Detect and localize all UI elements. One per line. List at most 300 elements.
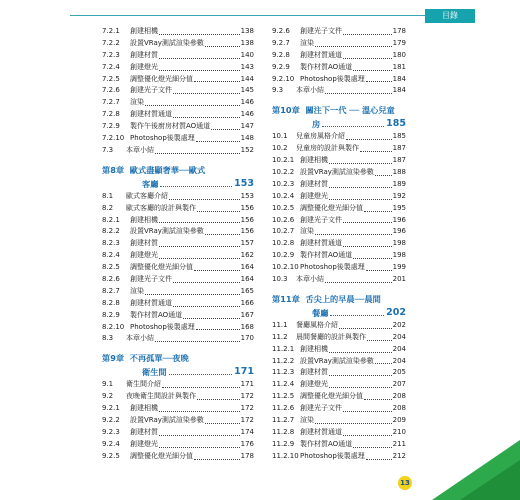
toc-entry-title: 創建燈光 (130, 62, 158, 71)
toc-entry-title: 創建燈光 (300, 191, 328, 200)
toc-entry-title: 晨間餐廳的設計與製作 (296, 332, 366, 341)
toc-entry-title: 製作材質AO通道 (300, 251, 353, 260)
toc-entry[interactable] (102, 322, 254, 334)
toc-entry-title: 創建材質通道 (300, 239, 342, 248)
toc-entry-page: 176 (240, 439, 254, 448)
toc-entry-title: 創建材質通道 (300, 50, 342, 59)
toc-entry[interactable] (272, 143, 406, 155)
toc-entry-number: 7.3 (102, 145, 114, 154)
header-rule (70, 15, 425, 16)
toc-entry-page: 174 (240, 427, 254, 436)
toc-entry-page: 199 (392, 263, 406, 272)
toc-entry-page: 172 (240, 404, 254, 413)
toc-entry[interactable] (272, 250, 406, 262)
dot-leader (159, 62, 240, 71)
toc-entry-title: 創建材質通道 (130, 298, 172, 307)
dot-leader (211, 121, 239, 130)
toc-entry[interactable] (272, 179, 406, 191)
toc-entry[interactable] (102, 133, 254, 145)
toc-entry-number: 10.2.7 (272, 227, 295, 236)
toc-entry-title: 創建光子文件 (300, 404, 342, 413)
dot-leader (325, 274, 392, 283)
toc-entry-title: 本章小結 (126, 334, 154, 343)
toc-entry-page: 165 (240, 286, 254, 295)
toc-entry[interactable] (102, 274, 254, 286)
toc-entry-number: 9.2.2 (102, 416, 120, 425)
toc-entry-title: Photoshop後製處理 (300, 263, 365, 272)
dot-leader (159, 403, 240, 412)
toc-entry-number: 11.2.8 (272, 427, 295, 436)
toc-entry-page: 211 (392, 439, 406, 448)
toc-entry-number: 11.2.4 (272, 380, 295, 389)
toc-entry[interactable] (272, 131, 406, 143)
toc-entry-number: 9.3 (272, 86, 284, 95)
dot-leader (343, 215, 392, 224)
chapter-11-heading[interactable]: 第11章 舌尖上的早晨──晨間 餐廳 202 (272, 293, 406, 318)
dot-leader (145, 97, 240, 106)
dot-leader (346, 131, 392, 140)
toc-entry-title: 創建光子文件 (130, 86, 172, 95)
toc-entry-title: 創建光子文件 (300, 27, 342, 35)
toc-entry-page: 171 (240, 380, 254, 389)
toc-entry-number: 10.3 (272, 275, 288, 284)
dot-leader (196, 322, 240, 331)
toc-entry-title: 創建相機 (130, 404, 158, 413)
toc-entry-title: 渲染 (300, 416, 314, 425)
toc-entry[interactable] (102, 26, 254, 38)
toc-entry-number: 11.2.1 (272, 344, 295, 353)
dot-leader (155, 145, 240, 154)
toc-entry-title: 創建材質 (130, 239, 158, 248)
toc-entry-title: 設置VRay測試渲染參數 (300, 168, 374, 177)
toc-entry-page: 153 (240, 191, 254, 200)
toc-entry-title: 製作材質AO通道 (130, 310, 183, 319)
dot-leader (145, 286, 240, 295)
toc-entry[interactable] (272, 155, 406, 167)
dot-leader (162, 379, 240, 388)
dot-leader (159, 50, 240, 59)
dot-leader (343, 427, 392, 436)
toc-entry-number: 10.2.1 (272, 156, 295, 165)
toc-entry[interactable] (272, 451, 406, 463)
toc-entry[interactable] (102, 226, 254, 238)
toc-entry-number: 10.2.4 (272, 191, 295, 200)
toc-entry-page: 209 (392, 416, 406, 425)
toc-entry-number: 8.2.9 (102, 310, 120, 319)
chapter-10-heading[interactable]: 第10章 關注下一代 ── 溫心兒童 房 185 (272, 105, 406, 130)
toc-entry-title: 設置VRay測試渲染參數 (300, 356, 374, 365)
toc-entry-title: 創建燈光 (130, 251, 158, 260)
toc-entry-page: 164 (240, 275, 254, 284)
toc-entry-title: 設置VRay測試渲染參數 (130, 416, 204, 425)
toc-entry-number: 7.2.1 (102, 27, 120, 35)
toc-entry-title: 創建材質 (300, 179, 328, 188)
dot-leader (155, 333, 240, 342)
toc-entry-page: 179 (392, 38, 406, 47)
dot-leader (329, 344, 392, 353)
dot-leader (375, 356, 392, 365)
toc-entry-page: 145 (240, 86, 254, 95)
toc-entry-title: 調整優化燈光細分值 (130, 263, 193, 272)
page-number-badge: 13 (398, 476, 412, 490)
toc-entry-page: 148 (240, 134, 254, 143)
toc-entry[interactable] (272, 344, 406, 356)
toc-entry-number: 11.2.9 (272, 439, 295, 448)
toc-entry-page: 198 (392, 239, 406, 248)
toc-entry[interactable] (102, 250, 254, 262)
toc-entry[interactable] (102, 439, 254, 451)
dot-leader (197, 391, 240, 400)
toc-entry-page: 208 (392, 392, 406, 401)
toc-entry[interactable] (102, 50, 254, 62)
section-tab: 目錄 (425, 9, 475, 23)
chapter-9-heading[interactable]: 第9章 不再孤單──夜晚 衛生間 171 (102, 353, 254, 378)
toc-entry[interactable] (272, 26, 406, 38)
toc-entry-page: 196 (392, 227, 406, 236)
toc-entry-page: 204 (392, 344, 406, 353)
toc-entry-page: 185 (392, 132, 406, 141)
toc-entry-page: 164 (240, 263, 254, 272)
dot-leader (173, 274, 240, 283)
dot-leader (343, 26, 392, 35)
toc-entry[interactable] (102, 145, 254, 157)
toc-entry-number: 8.2.6 (102, 275, 120, 284)
toc-entry[interactable] (272, 38, 406, 50)
toc-entry-page: 166 (240, 298, 254, 307)
toc-entry-number: 9.2.1 (102, 404, 120, 413)
toc-entry-page: 210 (392, 427, 406, 436)
toc-entry[interactable] (102, 391, 254, 403)
toc-entry[interactable] (272, 215, 406, 227)
toc-entry-title: 本章小結 (296, 86, 324, 95)
toc-entry[interactable] (102, 38, 254, 50)
toc-entry[interactable] (102, 85, 254, 97)
toc-entry[interactable] (272, 332, 406, 344)
toc-entry-number: 11.2.2 (272, 356, 295, 365)
toc-entry-title: 調整優化燈光細分值 (300, 203, 363, 212)
toc-entry-number: 7.2.10 (102, 134, 125, 143)
toc-entry[interactable] (272, 427, 406, 439)
dot-leader (159, 439, 240, 448)
dot-leader (329, 191, 392, 200)
dot-leader (183, 310, 239, 319)
toc-entry-page: 188 (392, 168, 406, 177)
dot-leader (360, 143, 392, 152)
chapter-8-heading[interactable]: 第8章 歐式盡顯奢華──歐式 客廳 153 (102, 164, 254, 189)
toc-entry-number: 10.2.3 (272, 179, 295, 188)
toc-entry[interactable] (102, 97, 254, 109)
toc-entry-page: 147 (240, 122, 254, 131)
toc-entry[interactable] (272, 367, 406, 379)
toc-entry-page: 168 (240, 322, 254, 331)
toc-entry-number: 7.2.6 (102, 86, 120, 95)
toc-entry[interactable] (272, 439, 406, 451)
toc-entry-title: 調整優化燈光細分值 (130, 451, 193, 460)
toc-entry-number: 10.2 (272, 144, 288, 153)
dot-leader (197, 203, 240, 212)
toc-entry-title: 創建光子文件 (130, 275, 172, 284)
toc-entry-title: 本章小結 (296, 275, 324, 284)
toc-entry-number: 9.2.3 (102, 427, 120, 436)
toc-entry-title: 創建相機 (300, 344, 328, 353)
toc-entry-number: 9.2.6 (272, 27, 290, 35)
toc-entry-title: 製作午後廚房材質AO通道 (130, 122, 211, 131)
dot-leader (169, 191, 240, 200)
toc-entry-title: Photoshop後製處理 (300, 451, 365, 460)
dot-leader (315, 226, 392, 235)
toc-entry-page: 195 (392, 203, 406, 212)
dot-leader (194, 262, 240, 271)
toc-entry-title: 渲染 (300, 227, 314, 236)
toc-entry-title: 創建材質通道 (130, 110, 172, 119)
toc-entry[interactable] (272, 274, 406, 286)
toc-entry-title: 創建燈光 (130, 439, 158, 448)
toc-entry-number: 10.2.2 (272, 168, 295, 177)
toc-entry-title: Photoshop後製處理 (130, 134, 195, 143)
dot-leader (366, 74, 392, 83)
toc-entry-number: 8.2.8 (102, 298, 120, 307)
dot-leader (339, 320, 392, 329)
toc-entry[interactable] (102, 379, 254, 391)
toc-entry-page: 187 (392, 144, 406, 153)
toc-entry[interactable] (102, 427, 254, 439)
toc-entry-number: 8.2 (102, 203, 114, 212)
dot-leader (329, 155, 392, 164)
toc-entry-page: 144 (240, 74, 254, 83)
toc-entry-page: 156 (240, 215, 254, 224)
toc-entry-title: Photoshop後製處理 (300, 74, 365, 83)
toc-left-column (102, 26, 254, 463)
toc-entry-number: 9.1 (102, 380, 114, 389)
dot-leader (325, 85, 392, 94)
toc-entry-number: 11.2.7 (272, 416, 295, 425)
toc-entry-number: 8.2.7 (102, 286, 120, 295)
toc-entry-number: 11.2.3 (272, 368, 295, 377)
toc-entry-page: 204 (392, 332, 406, 341)
toc-entry-number: 11.2 (272, 332, 288, 341)
toc-entry-page: 207 (392, 380, 406, 389)
toc-entry-page: 205 (392, 368, 406, 377)
dot-leader (329, 367, 392, 376)
toc-entry[interactable] (272, 167, 406, 179)
toc-entry-page: 184 (392, 74, 406, 83)
toc-entry-page: 196 (392, 215, 406, 224)
dot-leader (194, 451, 240, 460)
toc-entry-number: 8.2.3 (102, 239, 120, 248)
toc-entry[interactable] (272, 203, 406, 215)
toc-entry-number: 8.2.2 (102, 227, 120, 236)
toc-entry-page: 152 (240, 145, 254, 154)
toc-entry-number: 8.2.4 (102, 251, 120, 260)
toc-entry-title: Photoshop後製處理 (130, 322, 195, 331)
dot-leader (159, 427, 240, 436)
dot-leader (329, 179, 392, 188)
dot-leader (329, 379, 392, 388)
toc-entry-title: 設置VRay測試渲染參數 (130, 38, 204, 47)
toc-entry-title: 渲染 (130, 98, 144, 107)
toc-entry[interactable] (102, 121, 254, 133)
dot-leader (205, 226, 240, 235)
toc-entry[interactable] (272, 356, 406, 368)
toc-entry-title: 兒童房的設計與製作 (296, 144, 359, 153)
toc-entry[interactable] (102, 215, 254, 227)
toc-entry-page: 184 (392, 86, 406, 95)
toc-entry-number: 9.2.8 (272, 50, 290, 59)
dot-leader (159, 250, 240, 259)
toc-entry-number: 10.1 (272, 132, 288, 141)
toc-entry[interactable] (102, 310, 254, 322)
toc-entry[interactable] (102, 286, 254, 298)
dot-leader (343, 50, 392, 59)
toc-entry-number: 9.2.5 (102, 451, 120, 460)
toc-entry[interactable] (102, 451, 254, 463)
toc-entry-title: 設置VRay測試渲染參數 (130, 227, 204, 236)
toc-right-column (272, 26, 406, 463)
toc-entry[interactable] (102, 415, 254, 427)
toc-entry-number: 9.2 (102, 392, 114, 401)
toc-entry[interactable] (272, 320, 406, 332)
toc-entry[interactable] (102, 238, 254, 250)
toc-entry[interactable] (272, 379, 406, 391)
toc-entry-page: 170 (240, 334, 254, 343)
toc-entry-number: 10.2.9 (272, 251, 295, 260)
toc-entry-page: 138 (240, 27, 254, 35)
toc-entry[interactable] (272, 262, 406, 274)
dot-leader (367, 332, 392, 341)
toc-entry[interactable] (272, 391, 406, 403)
toc-entry-title: 製作材質AO通道 (300, 439, 353, 448)
toc-entry-title: 調整優化燈光細分值 (130, 74, 193, 83)
toc-entry-title: 兒童房風格介紹 (296, 132, 345, 141)
dot-leader (196, 133, 240, 142)
toc-entry-title: 製作材質AO通道 (300, 62, 353, 71)
toc-entry-number: 9.2.9 (272, 62, 290, 71)
toc-entry-number: 8.2.10 (102, 322, 125, 331)
toc-entry-title: 創建燈光 (300, 380, 328, 389)
toc-entry-number: 10.2.8 (272, 239, 295, 248)
toc-entry-number: 7.2.3 (102, 50, 120, 59)
dot-leader (205, 38, 240, 47)
dot-leader (343, 238, 392, 247)
toc-entry-page: 201 (392, 275, 406, 284)
toc-entry-page: 189 (392, 179, 406, 188)
dot-leader (159, 26, 240, 35)
toc-entry[interactable] (102, 262, 254, 274)
toc-entry-page: 198 (392, 251, 406, 260)
toc-entry-page: 138 (240, 38, 254, 47)
toc-entry-number: 7.2.4 (102, 62, 120, 71)
dot-leader (159, 215, 240, 224)
toc-entry-title: 本章小結 (126, 145, 154, 154)
toc-entry[interactable] (272, 62, 406, 74)
toc-entry-title: 歐式客廳介紹 (126, 191, 168, 200)
toc-entry-page: 156 (240, 203, 254, 212)
dot-leader (173, 298, 240, 307)
toc-entry[interactable] (102, 403, 254, 415)
dot-leader (173, 109, 240, 118)
toc-entry[interactable] (272, 191, 406, 203)
toc-entry-page: 157 (240, 239, 254, 248)
toc-entry-page: 208 (392, 404, 406, 413)
toc-entry-title: 創建相機 (300, 156, 328, 165)
toc-entry-page: 146 (240, 98, 254, 107)
dot-leader (366, 451, 392, 460)
toc-entry-page: 202 (392, 320, 406, 329)
dot-leader (343, 403, 392, 412)
toc-entry-title: 調整優化燈光細分值 (300, 392, 363, 401)
toc-entry-title: 創建材質 (130, 427, 158, 436)
toc-entry[interactable] (102, 333, 254, 345)
dot-leader (194, 74, 240, 83)
dot-leader (353, 439, 391, 448)
toc-entry-number: 11.1 (272, 320, 288, 329)
toc-entry-title: 創建材質 (300, 368, 328, 377)
toc-entry-page: 172 (240, 416, 254, 425)
toc-entry-page: 181 (392, 62, 406, 71)
toc-entry-number: 11.2.5 (272, 392, 295, 401)
toc-entry-number: 10.2.10 (272, 263, 299, 272)
toc-entry-title: 創建相機 (130, 215, 158, 224)
toc-entry-title: 創建材質通道 (300, 427, 342, 436)
toc-entry[interactable] (272, 50, 406, 62)
toc-entry-number: 9.2.10 (272, 74, 295, 83)
toc-entry[interactable] (102, 191, 254, 203)
toc-entry-page: 162 (240, 251, 254, 260)
toc-entry-page: 204 (392, 356, 406, 365)
toc-entry-number: 11.2.10 (272, 451, 299, 460)
toc-entry-page: 143 (240, 62, 254, 71)
toc-entry-title: 衛生間介紹 (126, 380, 161, 389)
toc-entry[interactable] (272, 74, 406, 86)
dot-leader (364, 203, 392, 212)
toc-entry[interactable] (102, 203, 254, 215)
dot-leader (366, 262, 392, 271)
toc-entry[interactable] (102, 109, 254, 121)
corner-decoration-dark (460, 460, 520, 500)
toc-entry[interactable] (272, 238, 406, 250)
toc-entry-number: 7.2.7 (102, 98, 120, 107)
toc-entry-title: 渲染 (130, 286, 144, 295)
toc-entry-page: 172 (240, 392, 254, 401)
toc-entry-number: 8.2.5 (102, 263, 120, 272)
toc-entry-page: 167 (240, 310, 254, 319)
toc-entry-number: 11.2.6 (272, 404, 295, 413)
toc-entry-number: 8.3 (102, 334, 114, 343)
toc-entry[interactable] (102, 62, 254, 74)
toc-entry[interactable] (272, 415, 406, 427)
toc-entry-number: 9.2.7 (272, 38, 290, 47)
toc-entry[interactable] (102, 74, 254, 86)
dot-leader (173, 85, 240, 94)
toc-entry-number: 8.2.1 (102, 215, 120, 224)
toc-entry-title: 歐式客廳的設計與製作 (126, 203, 196, 212)
toc-entry-number: 7.2.8 (102, 110, 120, 119)
toc-entry[interactable] (102, 298, 254, 310)
toc-entry-page: 178 (392, 27, 406, 35)
toc-entry-number: 7.2.9 (102, 122, 120, 131)
toc-entry[interactable] (272, 226, 406, 238)
toc-entry-number: 9.2.4 (102, 439, 120, 448)
toc-entry-title: 創建光子文件 (300, 215, 342, 224)
toc-entry-number: 7.2.5 (102, 74, 120, 83)
toc-entry[interactable] (272, 85, 406, 97)
toc-entry-title: 創建相機 (130, 27, 158, 35)
toc-entry-page: 187 (392, 156, 406, 165)
toc-entry-page: 146 (240, 110, 254, 119)
dot-leader (205, 415, 240, 424)
toc-entry[interactable] (272, 403, 406, 415)
toc-entry-page: 156 (240, 227, 254, 236)
